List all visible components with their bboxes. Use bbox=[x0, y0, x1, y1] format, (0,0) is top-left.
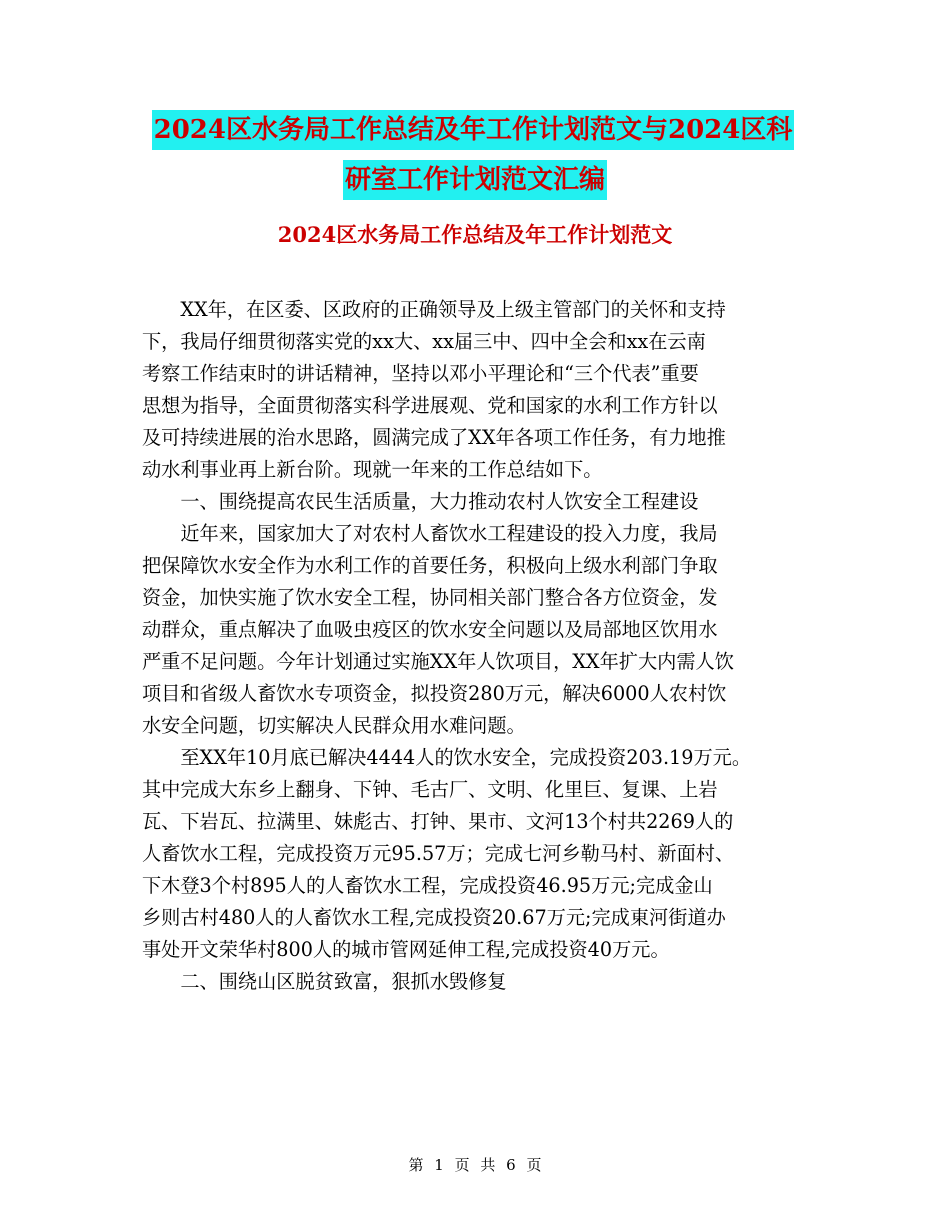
heading-section-2: 二、围绕山区脱贫致富，狠抓水毁修复 bbox=[142, 970, 507, 993]
paragraph-progress: 至XX年10月底已解决4444人的饮水安全，完成投资203.19万元。 其中完成大东乡上翻身、下钟、毛古厂、文明、化里巨、复课、上岩 瓦、下岩瓦、拉满里、妹彪古、打钟、果市、文河13个村共2269人的 人畜饮水工程，完成投资万元95.57万；完成七河乡勒马村、新面村、 下木登3个村895人的人畜饮水工程，完成投资46.95万元;完成金山 乡则古村480人的人畜饮水工程,完成投资20.67万元;完成東河街道办 事处开文荣华村800人的城市管网延伸工程,完成投资40万元。 bbox=[142, 746, 752, 961]
paragraph-intro: XX年，在区委、区政府的正确领导及上级主管部门的关怀和支持 下，我局仔细贯彻落实党的xx大、xx届三中、四中全会和xx在云南 考察工作结束时的讲话精神，坚持以邓小平理论和“三个代表”重要 思想为指导，全面贯彻落实科学进展观、党和国家的水利工作方针以 及可持续进展的治水思路，圆满完成了XX年各项工作任务，有力地推 动水利事业再上新台阶。现就一年来的工作总结如下。 bbox=[142, 298, 726, 481]
section-title: 2024区水务局工作总结及年工作计划范文 bbox=[277, 222, 673, 247]
document-body bbox=[142, 294, 832, 998]
heading-section-1: 一、围绕提高农民生活质量，大力推动农村人饮安全工程建设 bbox=[142, 490, 699, 513]
document-title bbox=[0, 110, 950, 200]
title-line-2: 研室工作计划范文汇编 bbox=[343, 160, 607, 200]
title-line-1: 2024区水务局工作总结及年工作计划范文与2024区科 bbox=[152, 110, 795, 150]
paragraph-drinking-water: 近年来，国家加大了对农村人畜饮水工程建设的投入力度，我局 把保障饮水安全作为水利工作的首要任务，积极向上级水利部门争取 资金，加快实施了饮水安全工程，协同相关部门整合各方位资金，发 动群众，重点解决了血吸虫疫区的饮水安全问题以及局部地区饮用水 严重不足问题。今年计划通过实施XX年人饮项目，XX年扩大内需人饮 项目和省级人畜饮水专项资金，拟投资280万元，解决6000人农村饮 水安全问题，切实解决人民群众用水难问题。 bbox=[142, 522, 734, 737]
page-footer: 第 1 页 共 6 页 bbox=[408, 1156, 542, 1174]
